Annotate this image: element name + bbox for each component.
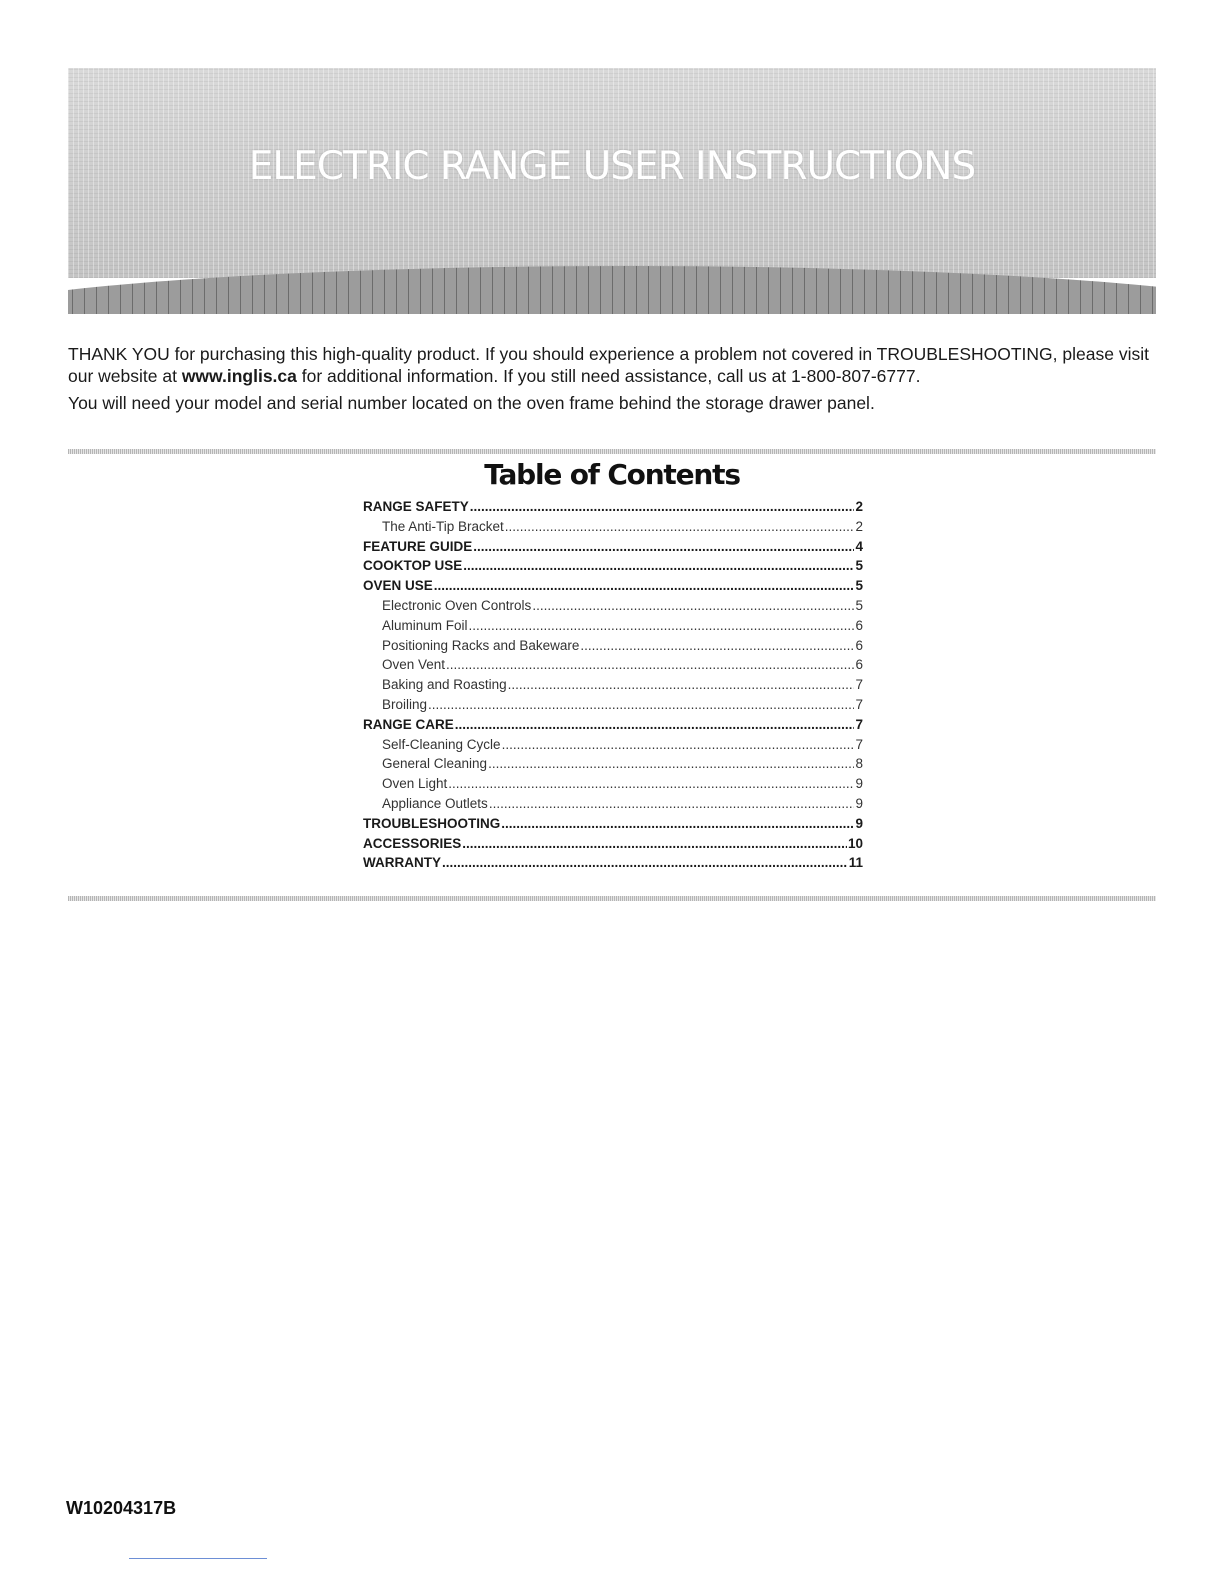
toc-entry-page: 7: [855, 716, 863, 732]
toc-entry[interactable]: [363, 517, 863, 537]
toc-entry-page: 5: [855, 578, 863, 594]
toc-entry[interactable]: [363, 695, 863, 715]
toc-leader-dots: [532, 596, 854, 616]
toc-entry-label: Broiling: [382, 696, 428, 712]
banner-title: ELECTRIC RANGE USER INSTRUCTIONS: [248, 144, 976, 189]
toc-entry-page: 4: [855, 538, 863, 554]
intro-paragraph-2: You will need your model and serial number located on the oven frame behind the storage drawer panel.: [68, 393, 875, 413]
toc-entry-label: Aluminum Foil: [382, 617, 468, 633]
toc-leader-dots: [505, 517, 855, 537]
toc-entry[interactable]: [363, 774, 863, 794]
toc-entry-page: 9: [855, 815, 863, 831]
intro-p1-after: for additional information. If you still need assistance, call us at 1-800-807-6777.: [296, 366, 921, 386]
divider-bottom: [68, 896, 1156, 901]
toc-entry-page: 9: [855, 776, 863, 792]
toc-entry-label: ACCESSORIES: [363, 835, 462, 851]
toc-entry-page: 8: [855, 756, 863, 772]
toc-leader-dots: [448, 774, 854, 794]
toc-entry[interactable]: [363, 497, 863, 517]
toc-leader-dots: [462, 834, 847, 854]
toc-leader-dots: [501, 814, 854, 834]
toc-entry-page: 6: [855, 617, 863, 633]
toc-entry-label: General Cleaning: [382, 756, 488, 772]
toc-entry-page: 7: [855, 736, 863, 752]
divider-top: [68, 449, 1156, 454]
toc-entry-label: Oven Light: [382, 776, 448, 792]
toc-leader-dots: [442, 853, 848, 873]
toc-entry-page: 6: [855, 637, 863, 653]
toc-entry-label: Self-Cleaning Cycle: [382, 736, 501, 752]
toc-entry-label: Baking and Roasting: [382, 677, 507, 693]
toc-entry[interactable]: [363, 537, 863, 557]
toc-title: Table of Contents: [484, 458, 740, 491]
toc-leader-dots: [489, 794, 855, 814]
toc-leader-dots: [463, 556, 854, 576]
toc-entry-label: Positioning Racks and Bakeware: [382, 637, 580, 653]
toc-leader-dots: [488, 754, 854, 774]
toc-leader-dots: [473, 537, 854, 557]
intro-text: [68, 343, 1158, 414]
toc-leader-dots: [428, 695, 854, 715]
toc-entry-label: COOKTOP USE: [363, 558, 463, 574]
website-link[interactable]: www.inglis.ca: [181, 366, 297, 386]
toc-entry[interactable]: [363, 616, 863, 636]
toc-entry-label: TROUBLESHOOTING: [363, 815, 501, 831]
toc-leader-dots: [455, 715, 855, 735]
toc-entry-page: 2: [855, 518, 863, 534]
header-banner: [68, 68, 1156, 314]
toc-entry-label: WARRANTY: [363, 855, 441, 871]
toc-entry-page: 9: [855, 795, 863, 811]
toc-entry[interactable]: [363, 735, 863, 755]
toc-leader-dots: [470, 497, 855, 517]
toc-entry-page: 7: [855, 677, 863, 693]
table-of-contents: [363, 497, 863, 873]
toc-entry[interactable]: [363, 794, 863, 814]
toc-entry-label: OVEN USE: [363, 578, 433, 594]
toc-entry[interactable]: [363, 655, 863, 675]
toc-entry[interactable]: [363, 814, 863, 834]
toc-leader-dots: [434, 576, 855, 596]
toc-entry-label: RANGE SAFETY: [363, 499, 469, 514]
toc-leader-dots: [446, 655, 854, 675]
toc-entry-label: FEATURE GUIDE: [363, 538, 473, 554]
intro-paragraph-1: [68, 343, 1158, 387]
toc-entry-page: 11: [848, 855, 863, 871]
toc-entry-page: 6: [855, 657, 863, 673]
toc-entry-page: 5: [855, 597, 863, 613]
toc-entry-page: 5: [855, 558, 863, 574]
toc-entry-label: The Anti-Tip Bracket: [382, 518, 504, 534]
toc-leader-dots: [580, 636, 854, 656]
toc-entry[interactable]: [363, 576, 863, 596]
toc-entry[interactable]: [363, 834, 863, 854]
bottom-underline: [129, 1558, 267, 1559]
toc-entry-page: 7: [855, 696, 863, 712]
toc-entry-label: Appliance Outlets: [382, 795, 488, 811]
toc-entry[interactable]: [363, 853, 863, 873]
toc-entry-page: 2: [855, 499, 863, 514]
toc-entry[interactable]: [363, 715, 863, 735]
toc-entry[interactable]: [363, 754, 863, 774]
toc-entry[interactable]: [363, 556, 863, 576]
toc-entry-label: Oven Vent: [382, 657, 446, 673]
toc-entry[interactable]: [363, 636, 863, 656]
toc-leader-dots: [502, 735, 855, 755]
toc-entry-label: RANGE CARE: [363, 716, 454, 732]
toc-entry-page: 10: [847, 835, 863, 851]
toc-entry[interactable]: [363, 675, 863, 695]
toc-entry[interactable]: [363, 596, 863, 616]
toc-entry-label: Electronic Oven Controls: [382, 597, 532, 613]
document-code: W10204317B: [66, 1498, 177, 1518]
toc-leader-dots: [508, 675, 855, 695]
intro-p1-before: THANK YOU for purchasing this high-quality product. If you should experience a problem not covered in TROUBLESHOOTING, please visit our website at: [68, 344, 1149, 386]
toc-leader-dots: [469, 616, 855, 636]
